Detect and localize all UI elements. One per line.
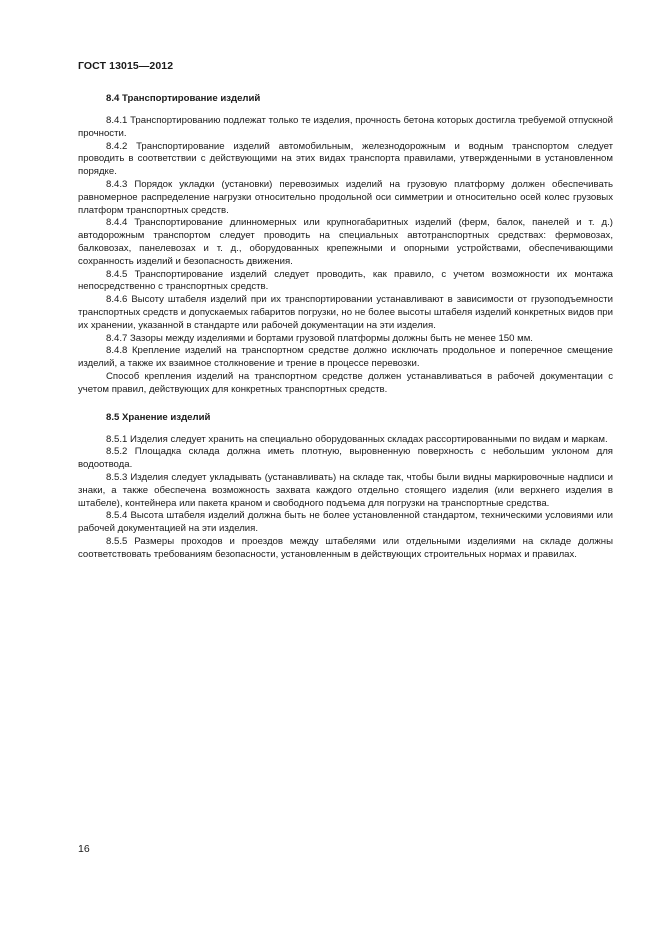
section-title-storage: 8.5 Хранение изделий	[106, 411, 211, 423]
paragraph-8-4-2: 8.4.2 Транспортирование изделий автомобильным, железнодорожным и водным транспортом следует проводить в соответствии с действующими на этих видах транспорта правилами, утвержденными в установленном порядке.	[78, 140, 613, 178]
paragraph-8-4-5: 8.4.5 Транспортирование изделий следует проводить, как правило, с учетом возможности их монтажа непосредственно с транспортных средств.	[78, 268, 613, 293]
page-content	[78, 92, 613, 562]
paragraph-8-4-1: 8.4.1 Транспортированию подлежат только те изделия, прочность бетона которых достигла требуемой отпускной прочности.	[78, 115, 613, 139]
paragraph-8-5-3: 8.5.3 Изделия следует укладывать (устанавливать) на складе так, чтобы были видны маркировочные надписи и знаки, а также обеспечена возможность захвата каждого отдельно стоящего изделия (или верхнего изделия в штабеле), контейнера или пакета краном и свободного подъема для погрузки на транспортные средства.	[78, 471, 613, 509]
paragraph-8-4-3: 8.4.3 Порядок укладки (установки) перевозимых изделий на грузовую платформу должен обеспечивать равномерное распределение нагрузки относительно продольной оси симметрии и относительно осей колес грузовых платформ транспортных средств.	[78, 178, 613, 216]
paragraph-8-4-6: 8.4.6 Высоту штабеля изделий при их транспортировании устанавливают в зависимости от грузоподъемности транспортных средств и допускаемых габаритов погрузки, но не более высоты штабеля изделий конкретных видов при их хранении, указанной в стандарте или рабочей документации на эти изделия.	[78, 294, 613, 331]
paragraph-8-5-1: 8.5.1 Изделия следует хранить на специально оборудованных складах рассортированными по видам и маркам.	[106, 433, 608, 445]
paragraph-8-5-4: 8.5.4 Высота штабеля изделий должна быть не более установленной стандартом, техническими условиями или рабочей документацией на эти изделия.	[78, 510, 613, 535]
page-number: 16	[78, 843, 90, 855]
section-title-transportation: 8.4 Транспортирование изделий	[106, 93, 261, 104]
paragraph-8-5-2: 8.5.2 Площадка склада должна иметь плотную, выровненную поверхность с небольшим уклоном для водоотвода.	[78, 446, 613, 471]
paragraph-8-4-7: 8.4.7 Зазоры между изделиями и бортами грузовой платформы должны быть не менее 150 мм.	[106, 332, 533, 344]
document-code-header: ГОСТ 13015—2012	[78, 60, 174, 72]
paragraph-8-4-4: 8.4.4 Транспортирование длинномерных или крупногабаритных изделий (ферм, балок, панелей и т. д.) автодорожным транспортом следует проводить на специальных автотранспортных средствах: фермовозах, балковозах, панелевозах и т. д., оборудованных крепежными и опорными устройствами, обеспечивающими сохранность изделий и безопасность движения.	[78, 217, 613, 267]
paragraph-8-4-8: 8.4.8 Крепление изделий на транспортном средстве должно исключать продольное и поперечное смещение изделий, а также их взаимное столкновение и трение в процессе перевозки.	[78, 345, 613, 370]
paragraph-8-5-5: 8.5.5 Размеры проходов и проездов между штабелями или отдельными изделиями на складе должны соответствовать требованиям безопасности, установленным в действующих строительных нормах и правилах.	[78, 535, 613, 560]
paragraph-fastening-method: Способ крепления изделий на транспортном средстве должен устанавливаться в рабочей документации с учетом правил, действующих для конкретных транспортных средств.	[78, 370, 613, 395]
